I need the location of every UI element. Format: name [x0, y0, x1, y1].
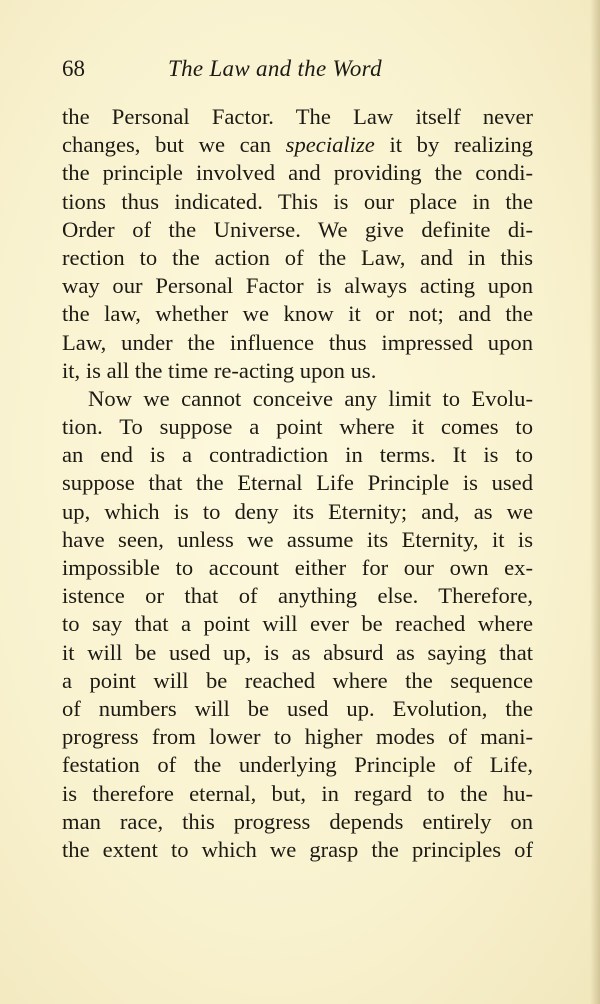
text-line: a point will be reached where the sequence	[62, 667, 533, 693]
text-line: up, which is to deny its Eternity; and, as we	[62, 498, 533, 524]
text-line: rection to the action of the Law, and in this	[62, 244, 533, 270]
text-line: tion. To suppose a point where it comes to	[62, 414, 533, 440]
italic-word: specialize	[285, 132, 375, 158]
text-line: the Personal Factor. The Law itself never	[62, 104, 533, 129]
text-line: the law, whether we know it or not; and the	[62, 301, 533, 327]
paragraph-first-line: Now we cannot conceive any limit to Evolu-	[88, 385, 533, 411]
text-line: impossible to account either for our own ex-	[62, 555, 533, 580]
text-line: an end is a contradiction in terms. It is to	[62, 442, 533, 468]
text-line: man race, this progress depends entirely on	[62, 808, 533, 834]
text-line: suppose that the Eternal Life Principle is used	[62, 470, 533, 496]
text-line: of numbers will be used up. Evolution, the	[62, 695, 533, 721]
text-line: is therefore eternal, but, in regard to the hu-	[62, 780, 533, 806]
text-segment: changes, but we can	[62, 132, 286, 158]
running-title: The Law and the Word	[168, 56, 382, 81]
page-edge-shadow	[590, 0, 600, 1004]
text-line: the principle involved and providing the condi-	[62, 160, 533, 186]
text-line: it will be used up, is as absurd as saying that	[62, 639, 533, 665]
page-number: 68	[62, 56, 85, 81]
text-line: festation of the underlying Principle of Life,	[62, 752, 533, 778]
text-line	[62, 131, 533, 159]
text-line: istence or that of anything else. Therefore,	[62, 583, 533, 609]
text-line: to say that a point will ever be reached where	[62, 611, 533, 637]
text-line: Order of the Universe. We give definite di-	[62, 216, 533, 242]
paragraph-last-line: it, is all the time re-acting upon us.	[62, 357, 377, 383]
text-line: Law, under the influence thus impressed upon	[62, 329, 533, 355]
text-line: the extent to which we grasp the principles of	[62, 836, 533, 862]
running-head	[62, 56, 532, 90]
text-line: tions thus indicated. This is our place in the	[62, 188, 533, 214]
text-segment: it by realizing	[374, 132, 533, 158]
text-line: progress from lower to higher modes of mani-	[62, 724, 533, 750]
text-line: have seen, unless we assume its Eternity, it is	[62, 526, 533, 552]
body-text	[62, 103, 533, 864]
text-line: way our Personal Factor is always acting upon	[62, 273, 533, 299]
